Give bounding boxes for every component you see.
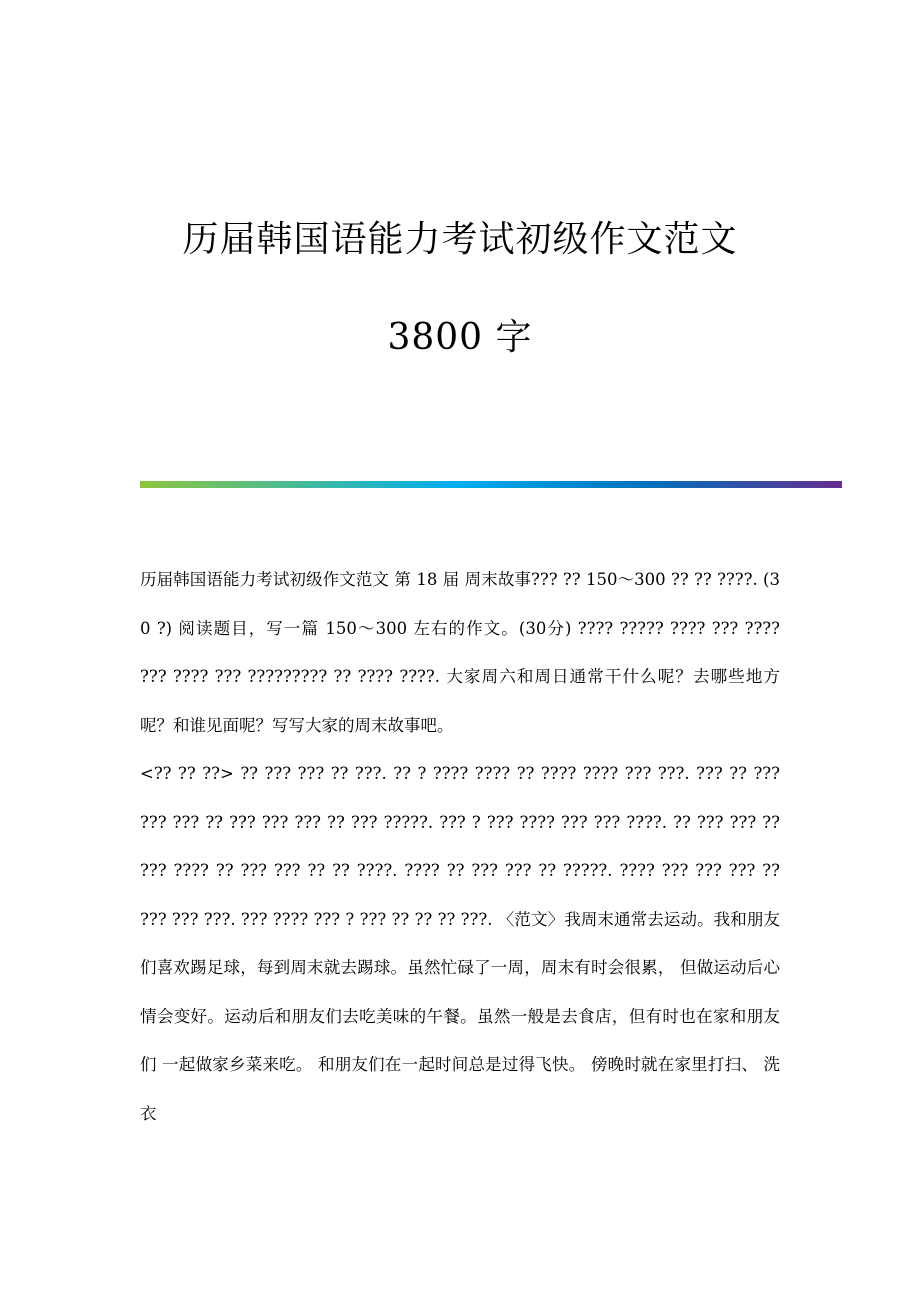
paragraph-intro: 历届韩国语能力考试初级作文范文 第 18 届 周末故事??? ?? 150～300 ?? ?? ????. (30 ?) 阅读题目，写一篇 150～300 左右的作文。(30分) ???? ????? ???? ??? ???? ??? ???? ??? ????????? ?? ???? ????. 大家周六和周日通常干什么呢？去哪些地方呢？和谁见面呢？写写大家的周末故事吧。	[140, 570, 780, 735]
document-title: 历届韩国语能力考试初级作文范文	[182, 219, 738, 260]
document-body	[140, 556, 780, 1138]
paragraph-essay: <?? ?? ??> ?? ??? ??? ?? ???. ?? ? ???? ???? ?? ???? ???? ??? ???. ??? ?? ??? ??? ??? ?? ??? ??? ??? ?? ??? ?????. ??? ? ??? ???? ??? ??? ????. ?? ??? ??? ?? ??? ???? ?? ??? ??? ?? ?? ????. ???? ?? ??? ??? ?? ?????. ???? ??? ??? ??? ?? ??? ??? ???. ??? ???? ??? ? ??? ?? ?? ?? ???. 〈范文〉我周末通常去运动。我和朋友们喜欢踢足球，每到周末就去踢球。虽然忙碌了一周，周末有时会很累， 但做运动后心情会变好。运动后和朋友们去吃美味的午餐。虽然一般是去食店，但有时也在家和朋友们 一起做家乡菜来吃。 和朋友们在一起时间总是过得飞快。 傍晚时就在家里打扫、 洗衣	[140, 764, 780, 1123]
gradient-divider	[140, 481, 842, 488]
document-title-word-count: 3800 字	[387, 317, 533, 358]
